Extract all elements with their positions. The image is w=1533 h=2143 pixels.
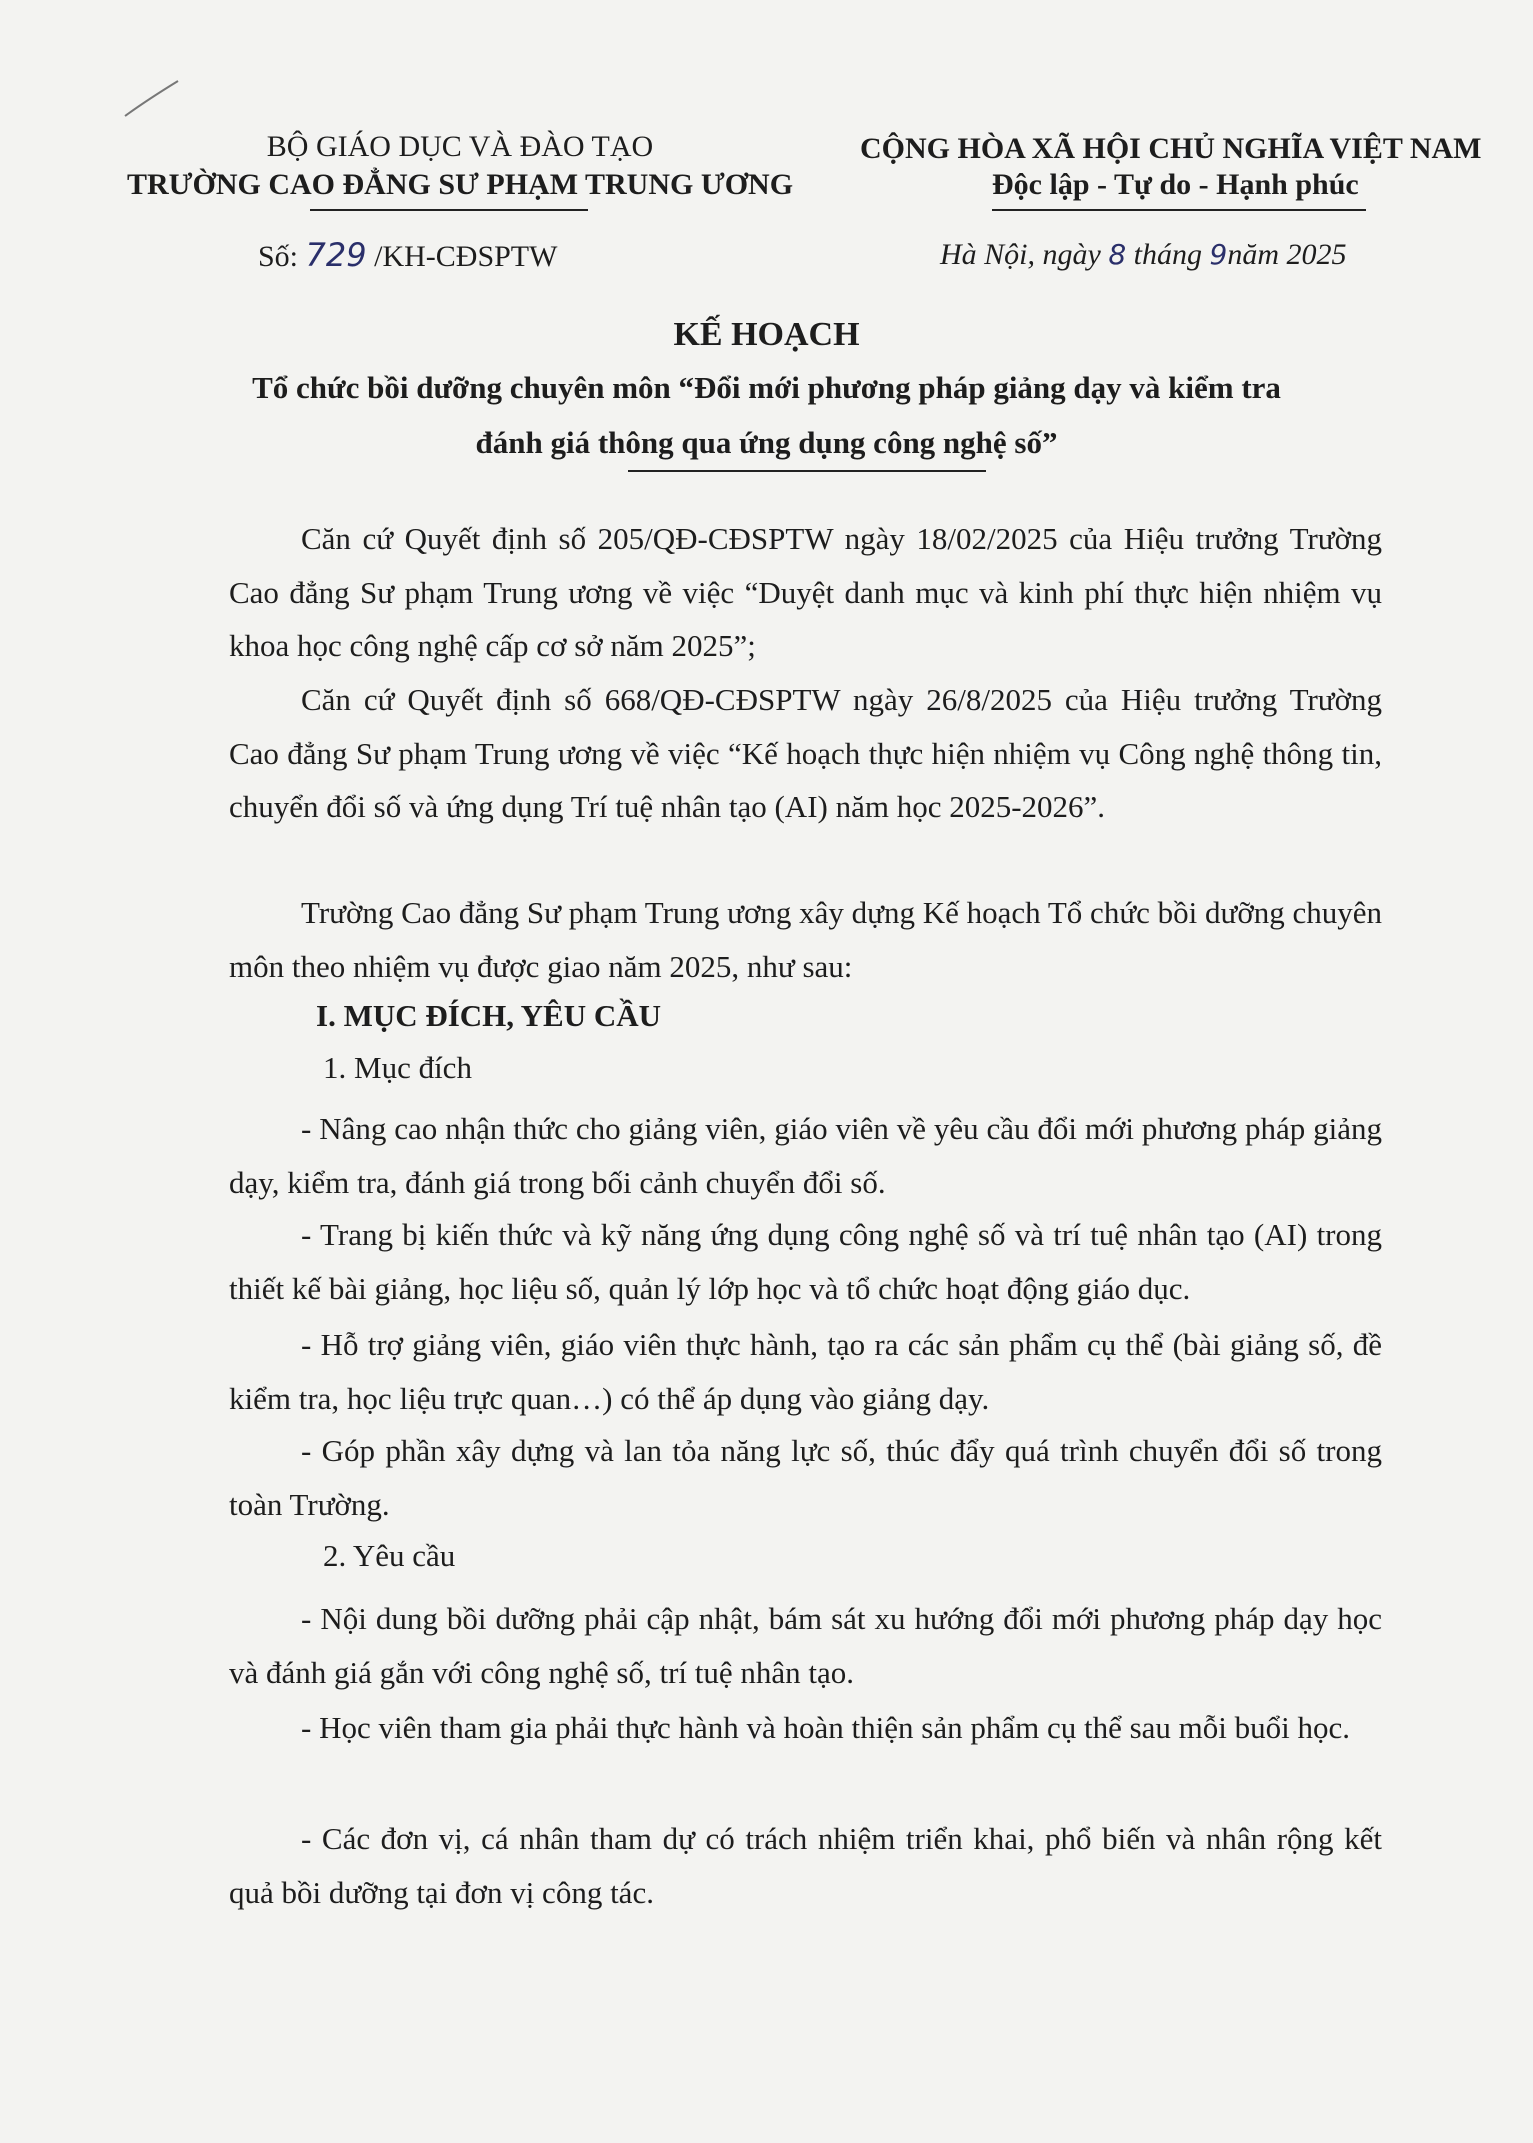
national-motto: Độc lập - Tự do - Hạnh phúc xyxy=(992,168,1359,201)
title-underline xyxy=(628,470,986,472)
number-suffix: /KH-CĐSPTW xyxy=(374,240,558,273)
school-underline xyxy=(310,209,588,211)
purpose-item-1: - Nâng cao nhận thức cho giảng viên, giáo viên về yêu cầu đổi mới phương pháp giảng dạy, kiểm tra, đánh giá trong bối cảnh chuyển đổi số. xyxy=(229,1111,1382,1200)
section-heading-1: I. MỤC ĐÍCH, YÊU CẦU xyxy=(316,998,662,1033)
document-number xyxy=(258,236,557,274)
ministry-name: BỘ GIÁO DỤC VÀ ĐÀO TẠO xyxy=(266,130,654,163)
purpose-item-4: - Góp phần xây dựng và lan tỏa năng lực số, thúc đẩy quá trình chuyển đổi số trong toàn Trường. xyxy=(229,1433,1382,1522)
school-name: TRƯỜNG CAO ĐẲNG SƯ PHẠM TRUNG ƯƠNG xyxy=(126,168,794,201)
date-prefix: Hà Nội, ngày xyxy=(940,238,1101,271)
number-handwritten: 729 xyxy=(305,236,367,274)
paragraph-basis-2: Căn cứ Quyết định số 668/QĐ-CĐSPTW ngày 26/8/2025 của Hiệu trưởng Trường Cao đẳng Sư phạm Trung ương về việc “Kế hoạch thực hiện nhiệm vụ Công nghệ thông tin, chuyển đổi số và ứng dụng Trí tuệ nhân tạo (AI) năm học 2025-2026”. xyxy=(229,682,1382,824)
paragraph-intro: Trường Cao đẳng Sư phạm Trung ương xây dựng Kế hoạch Tổ chức bồi dưỡng chuyên môn theo nhiệm vụ được giao năm 2025, như sau: xyxy=(229,895,1382,984)
paragraph-basis-1: Căn cứ Quyết định số 205/QĐ-CĐSPTW ngày 18/02/2025 của Hiệu trưởng Trường Cao đẳng Sư phạm Trung ương về việc “Duyệt danh mục và kinh phí thực hiện nhiệm vụ khoa học công nghệ cấp cơ sở năm 2025”; xyxy=(229,521,1382,663)
date-month: 9 xyxy=(1209,238,1228,271)
date-day: 8 xyxy=(1108,238,1127,271)
date-month-label: tháng xyxy=(1133,238,1202,271)
number-prefix: Số: xyxy=(258,240,299,273)
nation-name: CỘNG HÒA XÃ HỘI CHỦ NGHĨA VIỆT NAM xyxy=(860,132,1482,165)
requirement-item-2: - Học viên tham gia phải thực hành và hoàn thiện sản phẩm cụ thể sau mỗi buổi học. xyxy=(301,1710,1351,1745)
subsection-purpose: 1. Mục đích xyxy=(323,1050,472,1085)
subsection-requirements: 2. Yêu cầu xyxy=(323,1538,456,1573)
title-line-1: Tổ chức bồi dưỡng chuyên môn “Đổi mới phương pháp giảng dạy và kiểm tra xyxy=(252,370,1281,405)
document-date xyxy=(940,238,1347,272)
date-year: năm 2025 xyxy=(1227,238,1347,271)
purpose-item-3: - Hỗ trợ giảng viên, giáo viên thực hành, tạo ra các sản phẩm cụ thể (bài giảng số, đề kiểm tra, học liệu trực quan…) có thể áp dụng vào giảng dạy. xyxy=(229,1327,1382,1416)
requirement-item-1: - Nội dung bồi dưỡng phải cập nhật, bám sát xu hướng đổi mới phương pháp dạy học và đánh giá gắn với công nghệ số, trí tuệ nhân tạo. xyxy=(229,1601,1382,1690)
document-title: KẾ HOẠCH xyxy=(673,316,860,353)
motto-underline xyxy=(992,209,1366,211)
requirement-item-3: - Các đơn vị, cá nhân tham dự có trách nhiệm triển khai, phổ biến và nhân rộng kết quả bồi dưỡng tại đơn vị công tác. xyxy=(229,1821,1382,1910)
title-line-2: đánh giá thông qua ứng dụng công nghệ số” xyxy=(475,425,1058,460)
purpose-item-2: - Trang bị kiến thức và kỹ năng ứng dụng công nghệ số và trí tuệ nhân tạo (AI) trong thiết kế bài giảng, học liệu số, quản lý lớp học và tổ chức hoạt động giáo dục. xyxy=(229,1217,1382,1306)
pen-stroke-mark xyxy=(122,78,182,118)
